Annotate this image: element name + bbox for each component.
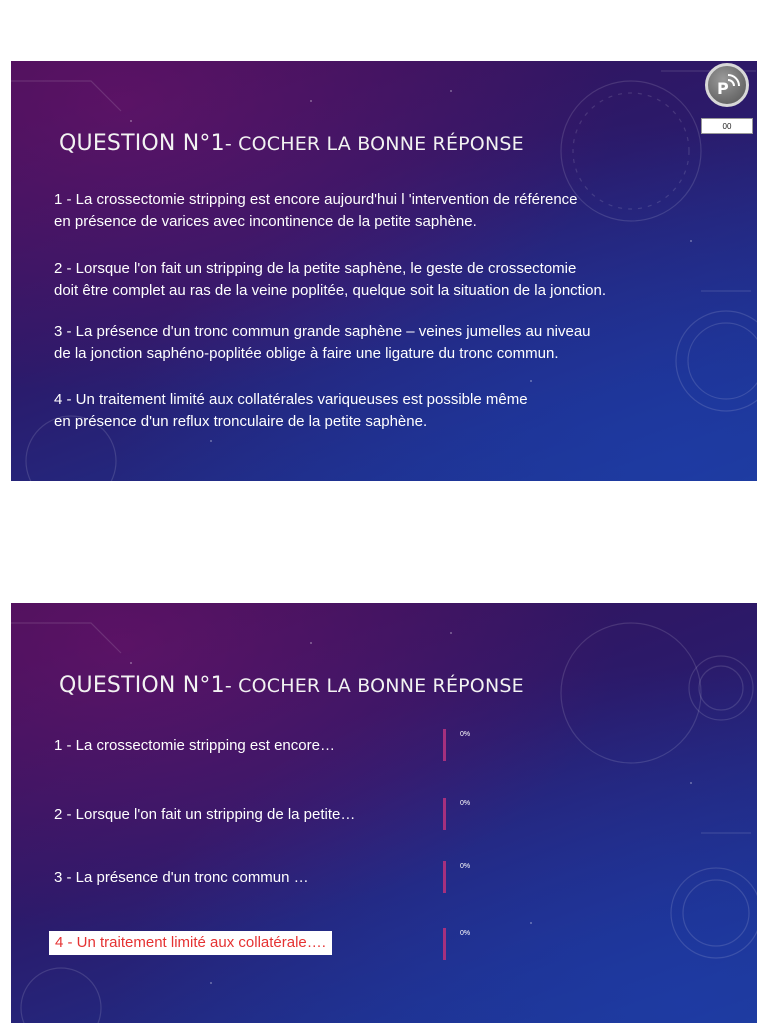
result-percent: 0%	[460, 800, 471, 807]
question-line: doit être complet au ras de la veine poplitée, quelque soit la situation de la jonction.	[54, 282, 607, 299]
result-row-4	[54, 928, 744, 962]
question-item-1	[54, 189, 578, 233]
correct-answer-label: 4 - Un traitement limité aux collatérale….	[49, 931, 332, 955]
title-lead: QUESTION N°1	[59, 673, 225, 698]
response-counter: 00	[701, 118, 753, 134]
poll-everywhere-icon[interactable]	[705, 63, 749, 107]
title-lead: QUESTION N°1	[59, 131, 225, 156]
question-item-4	[54, 389, 528, 433]
question-line: en présence d'un reflux tronculaire de la petite saphène.	[54, 413, 428, 430]
question-slide	[11, 61, 757, 481]
answer-label: 1 - La crossectomie stripping est encore…	[54, 737, 335, 754]
slide-title	[59, 673, 524, 698]
question-item-3	[54, 321, 591, 365]
results-slide	[11, 603, 757, 1023]
result-bar	[443, 861, 446, 893]
question-line: 1 - La crossectomie stripping est encore aujourd'hui l 'intervention de référence	[54, 191, 578, 208]
question-line: 3 - La présence d'un tronc commun grande saphène – veines jumelles au niveau	[54, 323, 591, 340]
result-percent: 0%	[460, 930, 471, 937]
result-row-1	[54, 729, 744, 763]
slide-title	[59, 131, 524, 156]
title-sub: - COCHER LA BONNE RÉPONSE	[224, 133, 524, 155]
question-item-2	[54, 258, 606, 302]
answer-label: 2 - Lorsque l'on fait un stripping de la petite…	[54, 806, 356, 823]
question-line: en présence de varices avec incontinence de la petite saphène.	[54, 213, 477, 230]
title-sub: - COCHER LA BONNE RÉPONSE	[224, 675, 524, 697]
result-percent: 0%	[460, 863, 471, 870]
result-bar	[443, 928, 446, 960]
answer-label: 3 - La présence d'un tronc commun …	[54, 869, 309, 886]
question-line: de la jonction saphéno-poplitée oblige à faire une ligature du tronc commun.	[54, 345, 559, 362]
result-bar	[443, 729, 446, 761]
question-line: 4 - Un traitement limité aux collatérales variqueuses est possible même	[54, 391, 528, 408]
question-line: 2 - Lorsque l'on fait un stripping de la petite saphène, le geste de crossectomie	[54, 260, 577, 277]
result-percent: 0%	[460, 731, 471, 738]
result-row-3	[54, 861, 744, 895]
result-row-2	[54, 798, 744, 832]
svg-text:P: P	[717, 79, 729, 98]
result-bar	[443, 798, 446, 830]
